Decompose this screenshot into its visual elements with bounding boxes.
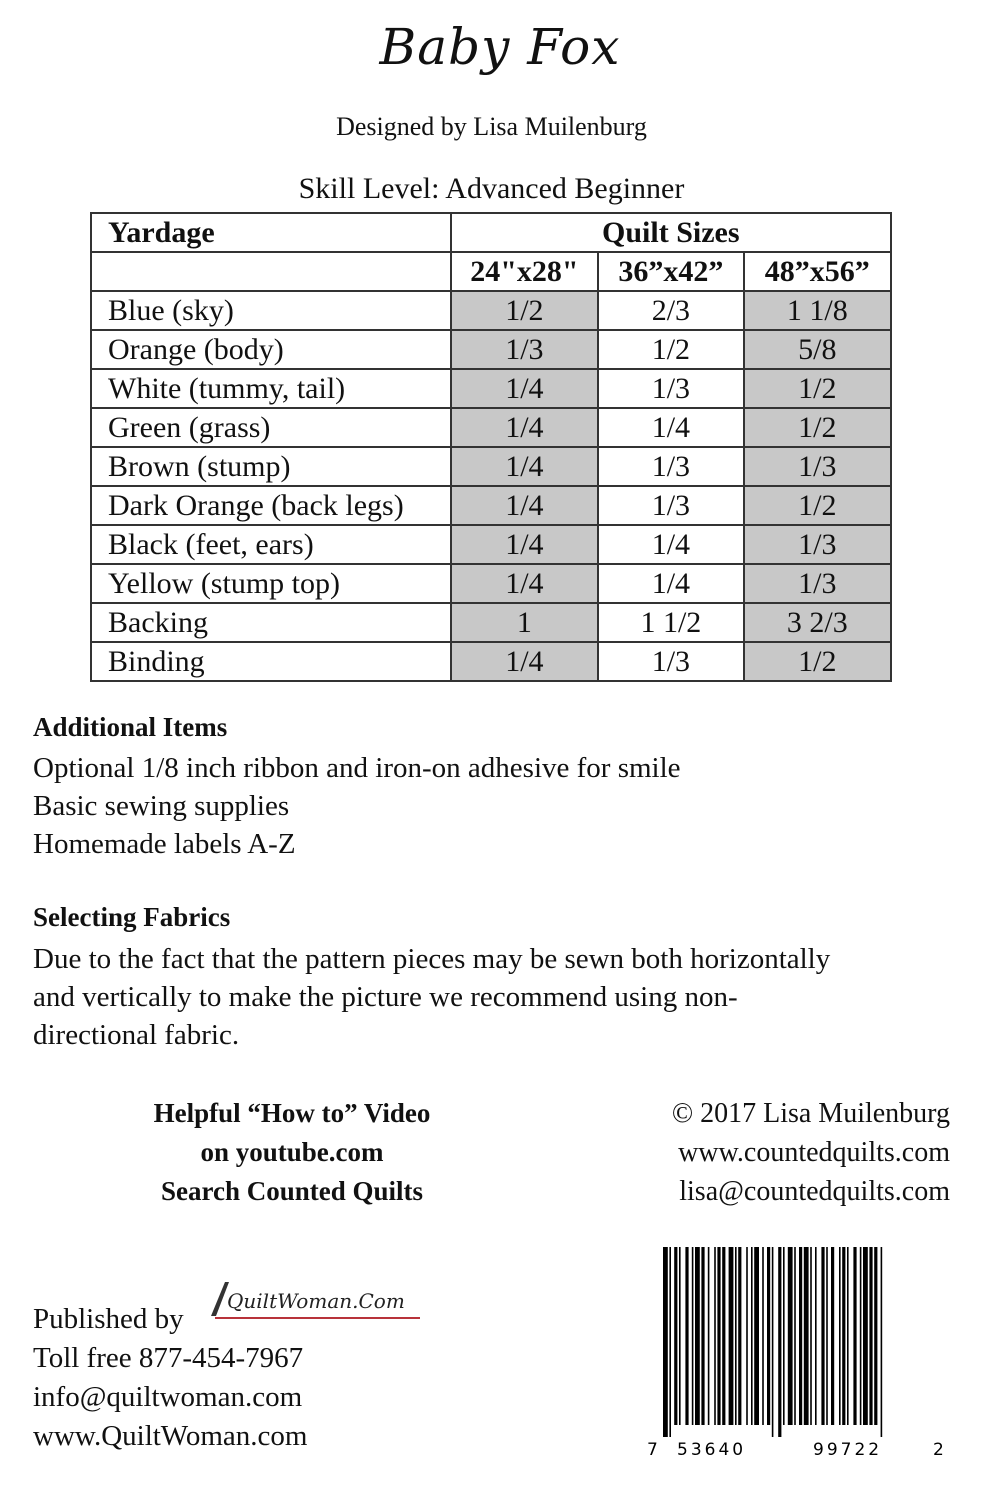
list-item: Homemade labels A-Z [33, 828, 296, 860]
yardage-value: 1/3 [598, 369, 743, 408]
size-header: 24"x28" [451, 252, 599, 291]
yardage-table [90, 212, 892, 682]
barcode-bar [772, 1247, 774, 1437]
paragraph-line: and vertically to make the picture we recommend using non- [33, 981, 738, 1013]
published-by-label: Published by [33, 1303, 184, 1335]
skill-level: Skill Level: Advanced Beginner [298, 172, 685, 205]
barcode-check-digit: 2 [933, 1440, 944, 1460]
barcode-bar [695, 1247, 700, 1425]
barcode-bar [746, 1247, 748, 1425]
barcode-bar [847, 1247, 849, 1425]
fabric-name: Backing [91, 603, 451, 642]
barcode-bar [669, 1247, 671, 1437]
barcode-bar [754, 1247, 759, 1425]
yardage-value: 1/4 [451, 564, 599, 603]
logo-text: QuiltWoman.Com [227, 1289, 405, 1313]
quilt-sizes-header: Quilt Sizes [451, 213, 891, 252]
yardage-value: 1/3 [598, 486, 743, 525]
barcode-bar [853, 1247, 856, 1425]
yardage-value: 1/3 [744, 447, 891, 486]
table-sizes-row [91, 252, 891, 291]
table-row [91, 642, 891, 681]
yardage-value: 1/2 [598, 330, 743, 369]
yardage-value: 1/3 [451, 330, 599, 369]
quiltwoman-logo [205, 1278, 425, 1322]
barcode-bar [722, 1247, 725, 1425]
barcode-bar [831, 1247, 834, 1425]
barcode-bar [804, 1247, 809, 1425]
barcode-bar [708, 1247, 710, 1425]
barcode-bar [663, 1247, 668, 1437]
yardage-value: 1/4 [451, 408, 599, 447]
barcode-bar [692, 1247, 694, 1425]
size-header: 36”x42” [598, 252, 743, 291]
yardage-value: 1/3 [598, 447, 743, 486]
publisher-info [33, 1300, 307, 1456]
barcode-bar [714, 1247, 716, 1425]
barcode-bar [863, 1247, 868, 1425]
barcode-bar [815, 1247, 817, 1425]
yardage-value: 1/2 [744, 486, 891, 525]
barcode-group-1: 53640 [677, 1440, 747, 1460]
table-row [91, 603, 891, 642]
yardage-value: 2/3 [598, 291, 743, 330]
table-row [91, 330, 891, 369]
barcode-bar [810, 1247, 812, 1425]
table-header-row [91, 213, 891, 252]
toll-free-line: Toll free 877-454-7967 [33, 1342, 304, 1374]
barcode-bar [794, 1247, 796, 1425]
barcode-bar [788, 1247, 793, 1425]
paragraph-line: Due to the fact that the pattern pieces may be sewn both horizontally [33, 943, 831, 975]
barcode-bar [860, 1247, 862, 1425]
yardage-value: 1/4 [451, 525, 599, 564]
yardage-value: 1 1/8 [744, 291, 891, 330]
yardage-value: 3 2/3 [744, 603, 891, 642]
fabric-name: Yellow (stump top) [91, 564, 451, 603]
video-line: Helpful “How to” Video [153, 1098, 431, 1128]
barcode-bar [738, 1247, 741, 1425]
barcode-first-digit: 7 [647, 1440, 658, 1460]
barcode-bar [679, 1247, 681, 1425]
table-row [91, 291, 891, 330]
barcode-bar [778, 1247, 781, 1437]
yardage-value: 1 [451, 603, 599, 642]
publisher-email[interactable]: info@quiltwoman.com [33, 1381, 303, 1413]
yardage-value: 1/2 [744, 642, 891, 681]
yardage-value: 1/4 [451, 447, 599, 486]
barcode-bar [842, 1247, 845, 1425]
copyright-contact [550, 1094, 950, 1211]
selecting-fabrics-heading: Selecting Fabrics [33, 902, 231, 932]
upc-barcode [643, 1245, 948, 1465]
barcode-bar [701, 1247, 704, 1425]
barcode-bar [821, 1247, 824, 1425]
fabric-name: Binding [91, 642, 451, 681]
barcode-bar [729, 1247, 734, 1425]
yardage-value: 1/3 [744, 525, 891, 564]
yardage-value: 5/8 [744, 330, 891, 369]
yardage-value: 1/4 [598, 564, 743, 603]
yardage-value: 1/4 [598, 525, 743, 564]
yardage-value: 1/4 [451, 369, 599, 408]
fabric-name: White (tummy, tail) [91, 369, 451, 408]
video-info [90, 1094, 494, 1211]
table-row [91, 369, 891, 408]
designer-credit: Designed by Lisa Muilenburg [336, 112, 647, 141]
barcode-bar [874, 1247, 877, 1425]
fabric-name: Orange (body) [91, 330, 451, 369]
pattern-title: Baby Fox [379, 18, 621, 76]
table-row [91, 408, 891, 447]
empty-header-cell [91, 252, 451, 291]
barcode-bar [799, 1247, 802, 1425]
barcode-bar [826, 1247, 828, 1425]
barcode-bar [762, 1247, 764, 1425]
table-row [91, 486, 891, 525]
barcode-group-2: 99722 [813, 1440, 883, 1460]
size-header: 48”x56” [744, 252, 891, 291]
video-line: Search Counted Quilts [160, 1176, 424, 1206]
yardage-value: 1/2 [744, 369, 891, 408]
yardage-value: 1/2 [744, 408, 891, 447]
email-link[interactable]: lisa@countedquilts.com [679, 1176, 950, 1207]
fabric-name: Dark Orange (back legs) [91, 486, 451, 525]
list-item: Optional 1/8 inch ribbon and iron-on adhesive for smile [33, 752, 681, 784]
selecting-fabrics-text [33, 940, 830, 1054]
barcode-bar [674, 1247, 677, 1425]
yardage-value: 1/4 [451, 642, 599, 681]
yardage-value: 1/3 [744, 564, 891, 603]
fabric-name: Green (grass) [91, 408, 451, 447]
barcode-bar [735, 1247, 737, 1425]
publisher-website[interactable]: www.QuiltWoman.com [33, 1420, 308, 1452]
table-row [91, 447, 891, 486]
fabric-name: Blue (sky) [91, 291, 451, 330]
copyright-line: © 2017 Lisa Muilenburg [671, 1098, 950, 1129]
barcode-bar [839, 1247, 841, 1425]
fabric-name: Brown (stump) [91, 447, 451, 486]
barcode-bar [767, 1247, 770, 1425]
additional-items-heading: Additional Items [33, 712, 228, 742]
yardage-value: 1/4 [598, 408, 743, 447]
table-row [91, 564, 891, 603]
yardage-value: 1/4 [451, 486, 599, 525]
additional-items-list [33, 749, 681, 863]
table-row [91, 525, 891, 564]
barcode-bar [751, 1247, 753, 1425]
list-item: Basic sewing supplies [33, 790, 290, 822]
yardage-value: 1/2 [451, 291, 599, 330]
barcode-bar [717, 1247, 720, 1425]
barcode-bar [881, 1247, 883, 1437]
fabric-name: Black (feet, ears) [91, 525, 451, 564]
barcode-bar [869, 1247, 872, 1425]
paragraph-line: directional fabric. [33, 1019, 240, 1051]
yardage-value: 1/3 [598, 642, 743, 681]
website-link[interactable]: www.countedquilts.com [678, 1137, 950, 1168]
yardage-value: 1 1/2 [598, 603, 743, 642]
yardage-header: Yardage [91, 213, 451, 252]
video-line: on youtube.com [200, 1137, 384, 1167]
barcode-bar [685, 1247, 688, 1425]
barcode-bar [783, 1247, 785, 1425]
